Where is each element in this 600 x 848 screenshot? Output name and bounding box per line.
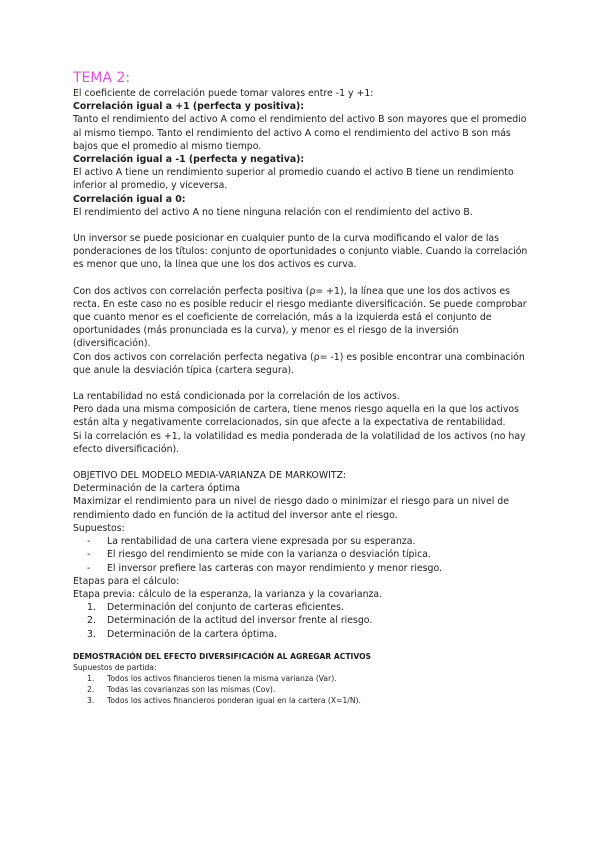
- positive-correlation-text: Tanto el rendimiento del activo A como el rendimiento del activo B son mayores que el promedio al mismo tiempo. Tanto el rendimiento del activo A como el rendimiento del activo B son más bajos que el promedio al mismo tiempo.: [73, 114, 527, 152]
- list-number: 3.: [87, 628, 96, 640]
- list-number: 1.: [87, 602, 96, 614]
- paragraph-composicion: Pero dada una misma composición de cartera, tiene menos riesgo aquella en la que los activos están alta y negativamente correlacionados, sin que afecte a la expectativa de rentabilidad.: [73, 404, 519, 429]
- paragraph-rentabilidad: La rentabilidad no está condicionada por la correlación de los activos.: [73, 391, 400, 403]
- etapas-list: [73, 601, 533, 641]
- zero-correlation-text: El rendimiento del activo A no tiene ninguna relación con el rendimiento del activo B.: [73, 206, 473, 218]
- list-item: [87, 601, 533, 614]
- list-item: [87, 628, 533, 641]
- list-text: Todas las covarianzas son las mismas (Cov).: [107, 684, 276, 694]
- list-item: - La rentabilidad de una cartera viene expresada por su esperanza.: [87, 535, 533, 548]
- paragraph-investor-curve: Un inversor se puede posicionar en cualquier punto de la curva modificando el valor de las ponderaciones de los títulos: conjunto de oportunidades o conjunto viable. Cuando la correlación es menor que uno, la línea que une los dos activos es curva.: [73, 233, 528, 271]
- list-item: [87, 684, 533, 695]
- paragraph-volatilidad: Si la correlación es +1, la volatilidad es media ponderada de la volatilidad de los activos (no hay efecto diversificación).: [73, 430, 526, 455]
- list-item: - El inversor prefiere las carteras con mayor rendimiento y menor riesgo.: [87, 562, 533, 575]
- paragraph-positive-perfect: Con dos activos con correlación perfecta positiva (ρ= +1), la línea que une los dos activos es recta. En este caso no es posible reducir el riesgo mediante diversificación. Se puede comprobar que cuanto menor es el coeficiente de correlación, más a la izquierda está el conjunto de oportunidades (más pronunciada es la curva), y menor es el riesgo de la inversión (diversificación).: [73, 285, 527, 350]
- list-item: [87, 673, 533, 684]
- supuestos-label: Supuestos:: [73, 522, 125, 534]
- list-number: 2.: [87, 684, 95, 694]
- objective-title: OBJETIVO DEL MODELO MEDIA-VARIANZA DE MARKOWITZ:: [73, 470, 347, 482]
- objective-text: Maximizar el rendimiento para un nivel de riesgo dado o minimizar el riesgo para un nivel de rendimiento dado en función de la actitud del inversor ante el riesgo.: [73, 496, 509, 521]
- zero-correlation-title: Correlación igual a 0:: [73, 193, 186, 205]
- paragraph-negative-perfect: Con dos activos con correlación perfecta negativa (ρ= -1) es posible encontrar una combinación que anule la desviación típica (cartera segura).: [73, 351, 525, 376]
- objective-subtitle: Determinación de la cartera óptima: [73, 483, 241, 495]
- negative-correlation-text: El activo A tiene un rendimiento superior al promedio cuando el activo B tiene un rendimiento inferior al promedio, y viceversa.: [73, 167, 514, 192]
- list-text: Determinación de la cartera óptima.: [107, 628, 278, 640]
- demo-title: DEMOSTRACIÓN DEL EFECTO DIVERSIFICACIÓN AL AGREGAR ACTIVOS: [73, 651, 371, 661]
- supuestos-list: [73, 535, 533, 575]
- intro-text: El coeficiente de correlación puede tomar valores entre -1 y +1:: [73, 88, 374, 99]
- document-page: [73, 70, 533, 706]
- demo-list: [73, 673, 533, 706]
- section-heading: TEMA 2:: [73, 70, 131, 86]
- list-text: Determinación de la actitud del inversor frente al riesgo.: [107, 615, 373, 627]
- etapa-previa: Etapa previa: cálculo de la esperanza, la varianza y la covarianza.: [73, 588, 383, 600]
- list-number: 2.: [87, 615, 96, 627]
- negative-correlation-title: Correlación igual a -1 (perfecta y negativa):: [73, 154, 305, 166]
- list-item: - El riesgo del rendimiento se mide con la varianza o desviación típica.: [87, 548, 533, 561]
- demo-subtitle: Supuestos de partida:: [73, 662, 157, 672]
- list-item: [87, 695, 533, 706]
- list-number: 3.: [87, 695, 95, 705]
- list-item: [87, 614, 533, 627]
- list-text: Todos los activos financieros tienen la misma varianza (Var).: [107, 673, 337, 683]
- list-number: 1.: [87, 673, 95, 683]
- list-text: Todos los activos financieros ponderan igual en la cartera (X=1/N).: [107, 695, 361, 705]
- positive-correlation-title: Correlación igual a +1 (perfecta y positiva):: [73, 101, 305, 113]
- list-text: Determinación del conjunto de carteras eficientes.: [107, 602, 344, 614]
- etapas-label: Etapas para el cálculo:: [73, 575, 180, 587]
